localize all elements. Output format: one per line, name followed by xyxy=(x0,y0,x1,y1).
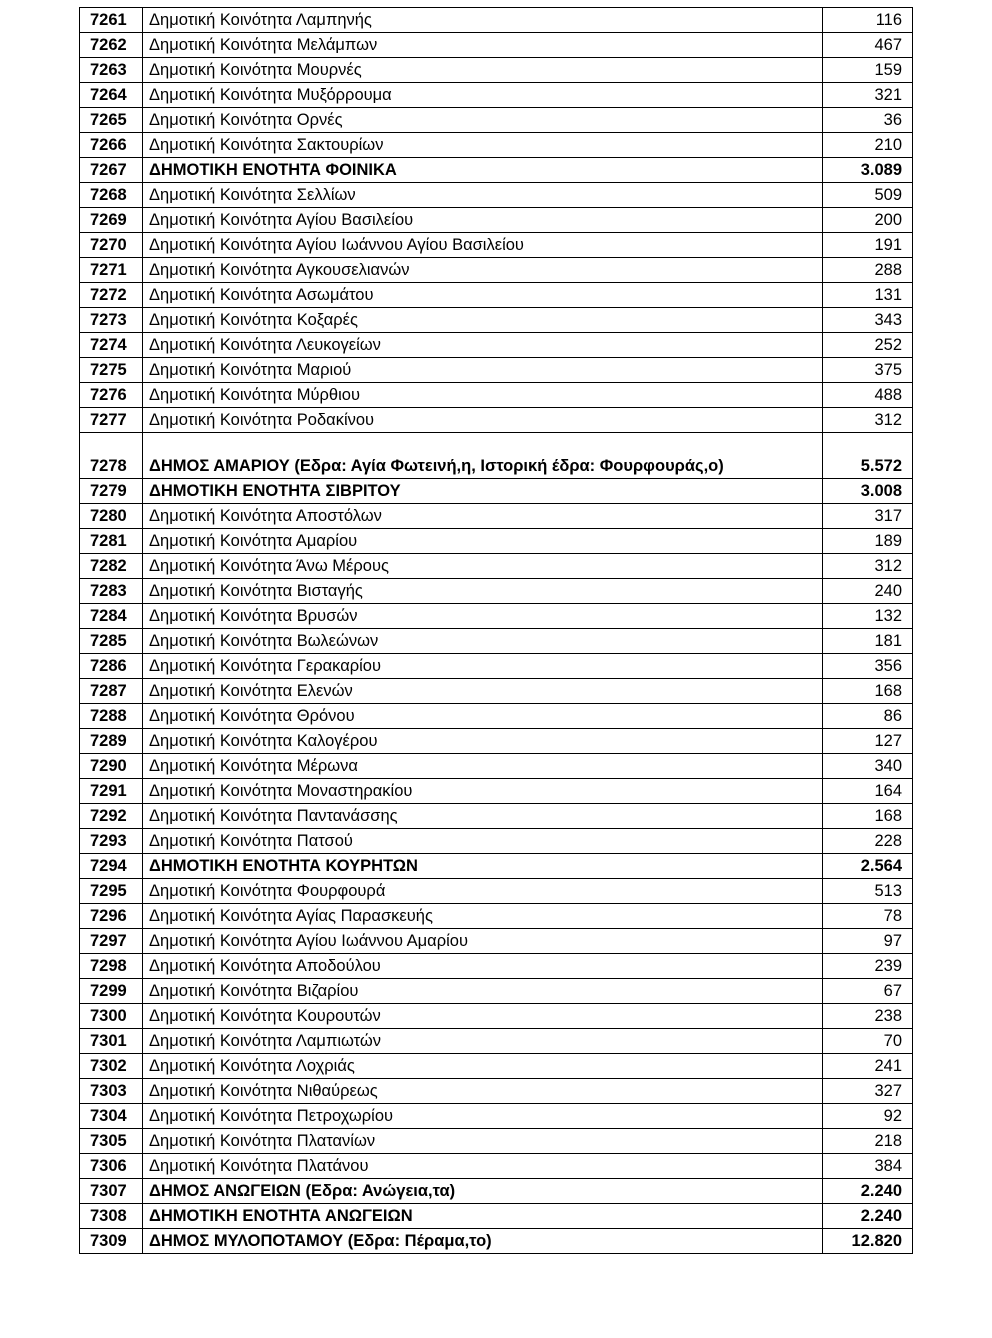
row-code: 7271 xyxy=(80,258,143,283)
row-code: 7281 xyxy=(80,529,143,554)
row-code: 7265 xyxy=(80,108,143,133)
table-row xyxy=(80,83,913,108)
population-table xyxy=(79,7,913,1254)
row-code: 7291 xyxy=(80,779,143,804)
row-name: Δημοτική Κοινότητα Ελενών xyxy=(143,679,823,704)
row-code: 7306 xyxy=(80,1154,143,1179)
table-row xyxy=(80,433,913,479)
row-name: Δημοτική Κοινότητα Αγίου Ιωάννου Αγίου Βασιλείου xyxy=(143,233,823,258)
row-population: 241 xyxy=(823,1054,913,1079)
row-code: 7289 xyxy=(80,729,143,754)
table-row xyxy=(80,1004,913,1029)
row-name: Δημοτική Κοινότητα Αγίας Παρασκευής xyxy=(143,904,823,929)
row-population: 67 xyxy=(823,979,913,1004)
table-row xyxy=(80,333,913,358)
row-code: 7288 xyxy=(80,704,143,729)
row-population: 164 xyxy=(823,779,913,804)
row-code: 7297 xyxy=(80,929,143,954)
row-name: Δημοτική Κοινότητα Ορνές xyxy=(143,108,823,133)
row-name: ΔΗΜΟΤΙΚΗ ΕΝΟΤΗΤΑ ΚΟΥΡΗΤΩΝ xyxy=(143,854,823,879)
row-name: Δημοτική Κοινότητα Γερακαρίου xyxy=(143,654,823,679)
table-row xyxy=(80,1129,913,1154)
row-population: 228 xyxy=(823,829,913,854)
row-code: 7272 xyxy=(80,283,143,308)
row-name: Δημοτική Κοινότητα Μυξόρρουμα xyxy=(143,83,823,108)
row-code: 7295 xyxy=(80,879,143,904)
row-population: 327 xyxy=(823,1079,913,1104)
row-code: 7276 xyxy=(80,383,143,408)
row-code: 7284 xyxy=(80,604,143,629)
row-population: 168 xyxy=(823,804,913,829)
row-name: ΔΗΜΟΤΙΚΗ ΕΝΟΤΗΤΑ ΑΝΩΓΕΙΩΝ xyxy=(143,1204,823,1229)
row-name: Δημοτική Κοινότητα Ασωμάτου xyxy=(143,283,823,308)
row-population: 375 xyxy=(823,358,913,383)
row-population: 3.008 xyxy=(823,479,913,504)
row-name: ΔΗΜΟΤΙΚΗ ΕΝΟΤΗΤΑ ΦΟΙΝΙΚΑ xyxy=(143,158,823,183)
table-row xyxy=(80,1229,913,1254)
table-row xyxy=(80,133,913,158)
row-code: 7307 xyxy=(80,1179,143,1204)
row-name: Δημοτική Κοινότητα Φουρφουρά xyxy=(143,879,823,904)
row-name: Δημοτική Κοινότητα Αμαρίου xyxy=(143,529,823,554)
row-population: 343 xyxy=(823,308,913,333)
table-row xyxy=(80,283,913,308)
row-code: 7285 xyxy=(80,629,143,654)
row-code: 7279 xyxy=(80,479,143,504)
table-row xyxy=(80,1054,913,1079)
row-name: Δημοτική Κοινότητα Μύρθιου xyxy=(143,383,823,408)
row-population: 509 xyxy=(823,183,913,208)
row-population: 218 xyxy=(823,1129,913,1154)
row-code: 7269 xyxy=(80,208,143,233)
table-row xyxy=(80,629,913,654)
row-population: 181 xyxy=(823,629,913,654)
row-population: 78 xyxy=(823,904,913,929)
row-population: 340 xyxy=(823,754,913,779)
table-row xyxy=(80,58,913,83)
table-row xyxy=(80,408,913,433)
row-population: 467 xyxy=(823,33,913,58)
table-row xyxy=(80,1179,913,1204)
table-body xyxy=(80,8,913,1254)
row-name: Δημοτική Κοινότητα Λοχριάς xyxy=(143,1054,823,1079)
row-code: 7294 xyxy=(80,854,143,879)
row-population: 191 xyxy=(823,233,913,258)
row-code: 7261 xyxy=(80,8,143,33)
row-population: 97 xyxy=(823,929,913,954)
row-code: 7308 xyxy=(80,1204,143,1229)
row-name: Δημοτική Κοινότητα Καλογέρου xyxy=(143,729,823,754)
row-population: 238 xyxy=(823,1004,913,1029)
table-row xyxy=(80,383,913,408)
row-population: 12.820 xyxy=(823,1229,913,1254)
table-row xyxy=(80,554,913,579)
row-population: 317 xyxy=(823,504,913,529)
row-code: 7280 xyxy=(80,504,143,529)
row-code: 7309 xyxy=(80,1229,143,1254)
row-population: 239 xyxy=(823,954,913,979)
table-row xyxy=(80,479,913,504)
row-code: 7293 xyxy=(80,829,143,854)
row-code: 7301 xyxy=(80,1029,143,1054)
row-code: 7305 xyxy=(80,1129,143,1154)
table-row xyxy=(80,1154,913,1179)
row-population: 240 xyxy=(823,579,913,604)
table-row xyxy=(80,208,913,233)
row-population: 384 xyxy=(823,1154,913,1179)
row-name: Δημοτική Κοινότητα Θρόνου xyxy=(143,704,823,729)
row-population: 252 xyxy=(823,333,913,358)
row-code: 7270 xyxy=(80,233,143,258)
row-name: Δημοτική Κοινότητα Αγίου Ιωάννου Αμαρίου xyxy=(143,929,823,954)
table-row xyxy=(80,829,913,854)
row-name: Δημοτική Κοινότητα Παντανάσσης xyxy=(143,804,823,829)
row-code: 7263 xyxy=(80,58,143,83)
row-population: 159 xyxy=(823,58,913,83)
table-row xyxy=(80,358,913,383)
row-population: 127 xyxy=(823,729,913,754)
row-code: 7264 xyxy=(80,83,143,108)
row-code: 7277 xyxy=(80,408,143,433)
row-code: 7300 xyxy=(80,1004,143,1029)
row-population: 288 xyxy=(823,258,913,283)
row-code: 7286 xyxy=(80,654,143,679)
row-name: Δημοτική Κοινότητα Κουρουτών xyxy=(143,1004,823,1029)
row-name: ΔΗΜΟΣ ΑΝΩΓΕΙΩΝ (Εδρα: Ανώγεια,τα) xyxy=(143,1179,823,1204)
row-name: ΔΗΜΟΣ ΑΜΑΡΙΟΥ (Εδρα: Αγία Φωτεινή,η, Ιστορική έδρα: Φουρφουράς,ο) xyxy=(143,433,823,479)
row-code: 7298 xyxy=(80,954,143,979)
table-row xyxy=(80,183,913,208)
row-name: Δημοτική Κοινότητα Νιθαύρεως xyxy=(143,1079,823,1104)
row-population: 2.240 xyxy=(823,1204,913,1229)
table-row xyxy=(80,1204,913,1229)
row-name: Δημοτική Κοινότητα Αποστόλων xyxy=(143,504,823,529)
table-row xyxy=(80,954,913,979)
row-population: 3.089 xyxy=(823,158,913,183)
row-name: Δημοτική Κοινότητα Αγίου Βασιλείου xyxy=(143,208,823,233)
row-population: 2.240 xyxy=(823,1179,913,1204)
row-name: Δημοτική Κοινότητα Βιζαρίου xyxy=(143,979,823,1004)
row-population: 132 xyxy=(823,604,913,629)
row-name: Δημοτική Κοινότητα Βωλεώνων xyxy=(143,629,823,654)
table-row xyxy=(80,804,913,829)
row-name: Δημοτική Κοινότητα Πλατάνου xyxy=(143,1154,823,1179)
row-population: 92 xyxy=(823,1104,913,1129)
row-code: 7303 xyxy=(80,1079,143,1104)
row-code: 7302 xyxy=(80,1054,143,1079)
table-row xyxy=(80,158,913,183)
row-population: 356 xyxy=(823,654,913,679)
row-name: Δημοτική Κοινότητα Σακτουρίων xyxy=(143,133,823,158)
row-population: 312 xyxy=(823,554,913,579)
row-name: Δημοτική Κοινότητα Άνω Μέρους xyxy=(143,554,823,579)
table-row xyxy=(80,729,913,754)
table-row xyxy=(80,779,913,804)
row-population: 131 xyxy=(823,283,913,308)
row-name: Δημοτική Κοινότητα Λευκογείων xyxy=(143,333,823,358)
row-name: Δημοτική Κοινότητα Σελλίων xyxy=(143,183,823,208)
row-population: 312 xyxy=(823,408,913,433)
row-population: 189 xyxy=(823,529,913,554)
row-name: Δημοτική Κοινότητα Πατσού xyxy=(143,829,823,854)
table-row xyxy=(80,8,913,33)
row-code: 7299 xyxy=(80,979,143,1004)
row-population: 168 xyxy=(823,679,913,704)
row-code: 7262 xyxy=(80,33,143,58)
table-row xyxy=(80,879,913,904)
table-row xyxy=(80,979,913,1004)
row-name: ΔΗΜΟΣ ΜΥΛΟΠΟΤΑΜΟΥ (Εδρα: Πέραμα,το) xyxy=(143,1229,823,1254)
row-population: 200 xyxy=(823,208,913,233)
row-population: 5.572 xyxy=(823,433,913,479)
row-name: Δημοτική Κοινότητα Λαμπηνής xyxy=(143,8,823,33)
table-row xyxy=(80,1104,913,1129)
row-population: 513 xyxy=(823,879,913,904)
table-row xyxy=(80,904,913,929)
row-name: Δημοτική Κοινότητα Κοξαρές xyxy=(143,308,823,333)
table-row xyxy=(80,754,913,779)
row-name: Δημοτική Κοινότητα Μοναστηρακίου xyxy=(143,779,823,804)
row-population: 86 xyxy=(823,704,913,729)
row-code: 7268 xyxy=(80,183,143,208)
row-population: 70 xyxy=(823,1029,913,1054)
row-name: Δημοτική Κοινότητα Βρυσών xyxy=(143,604,823,629)
table-row xyxy=(80,1029,913,1054)
table-row xyxy=(80,529,913,554)
table-row xyxy=(80,704,913,729)
row-name: Δημοτική Κοινότητα Μαριού xyxy=(143,358,823,383)
table-row xyxy=(80,33,913,58)
row-name: Δημοτική Κοινότητα Βισταγής xyxy=(143,579,823,604)
row-code: 7283 xyxy=(80,579,143,604)
row-code: 7290 xyxy=(80,754,143,779)
row-name: Δημοτική Κοινότητα Μουρνές xyxy=(143,58,823,83)
row-name: Δημοτική Κοινότητα Ροδακίνου xyxy=(143,408,823,433)
table-row xyxy=(80,654,913,679)
row-name: Δημοτική Κοινότητα Μελάμπων xyxy=(143,33,823,58)
table-row xyxy=(80,308,913,333)
table-row xyxy=(80,854,913,879)
row-population: 488 xyxy=(823,383,913,408)
table-row xyxy=(80,108,913,133)
table-row xyxy=(80,504,913,529)
row-population: 210 xyxy=(823,133,913,158)
row-name: Δημοτική Κοινότητα Αγκουσελιανών xyxy=(143,258,823,283)
row-code: 7266 xyxy=(80,133,143,158)
table-row xyxy=(80,233,913,258)
row-name: Δημοτική Κοινότητα Πλατανίων xyxy=(143,1129,823,1154)
row-name: Δημοτική Κοινότητα Λαμπιωτών xyxy=(143,1029,823,1054)
row-code: 7282 xyxy=(80,554,143,579)
table-row xyxy=(80,604,913,629)
row-code: 7274 xyxy=(80,333,143,358)
row-population: 321 xyxy=(823,83,913,108)
row-code: 7278 xyxy=(80,433,143,479)
row-code: 7296 xyxy=(80,904,143,929)
table-row xyxy=(80,258,913,283)
row-code: 7304 xyxy=(80,1104,143,1129)
table-row xyxy=(80,929,913,954)
row-code: 7267 xyxy=(80,158,143,183)
row-population: 36 xyxy=(823,108,913,133)
row-name: Δημοτική Κοινότητα Πετροχωρίου xyxy=(143,1104,823,1129)
table-row xyxy=(80,679,913,704)
row-name: ΔΗΜΟΤΙΚΗ ΕΝΟΤΗΤΑ ΣΙΒΡΙΤΟΥ xyxy=(143,479,823,504)
table-row xyxy=(80,579,913,604)
row-code: 7273 xyxy=(80,308,143,333)
row-code: 7275 xyxy=(80,358,143,383)
row-population: 2.564 xyxy=(823,854,913,879)
row-code: 7287 xyxy=(80,679,143,704)
row-name: Δημοτική Κοινότητα Αποδούλου xyxy=(143,954,823,979)
row-code: 7292 xyxy=(80,804,143,829)
row-population: 116 xyxy=(823,8,913,33)
row-name: Δημοτική Κοινότητα Μέρωνα xyxy=(143,754,823,779)
table-row xyxy=(80,1079,913,1104)
